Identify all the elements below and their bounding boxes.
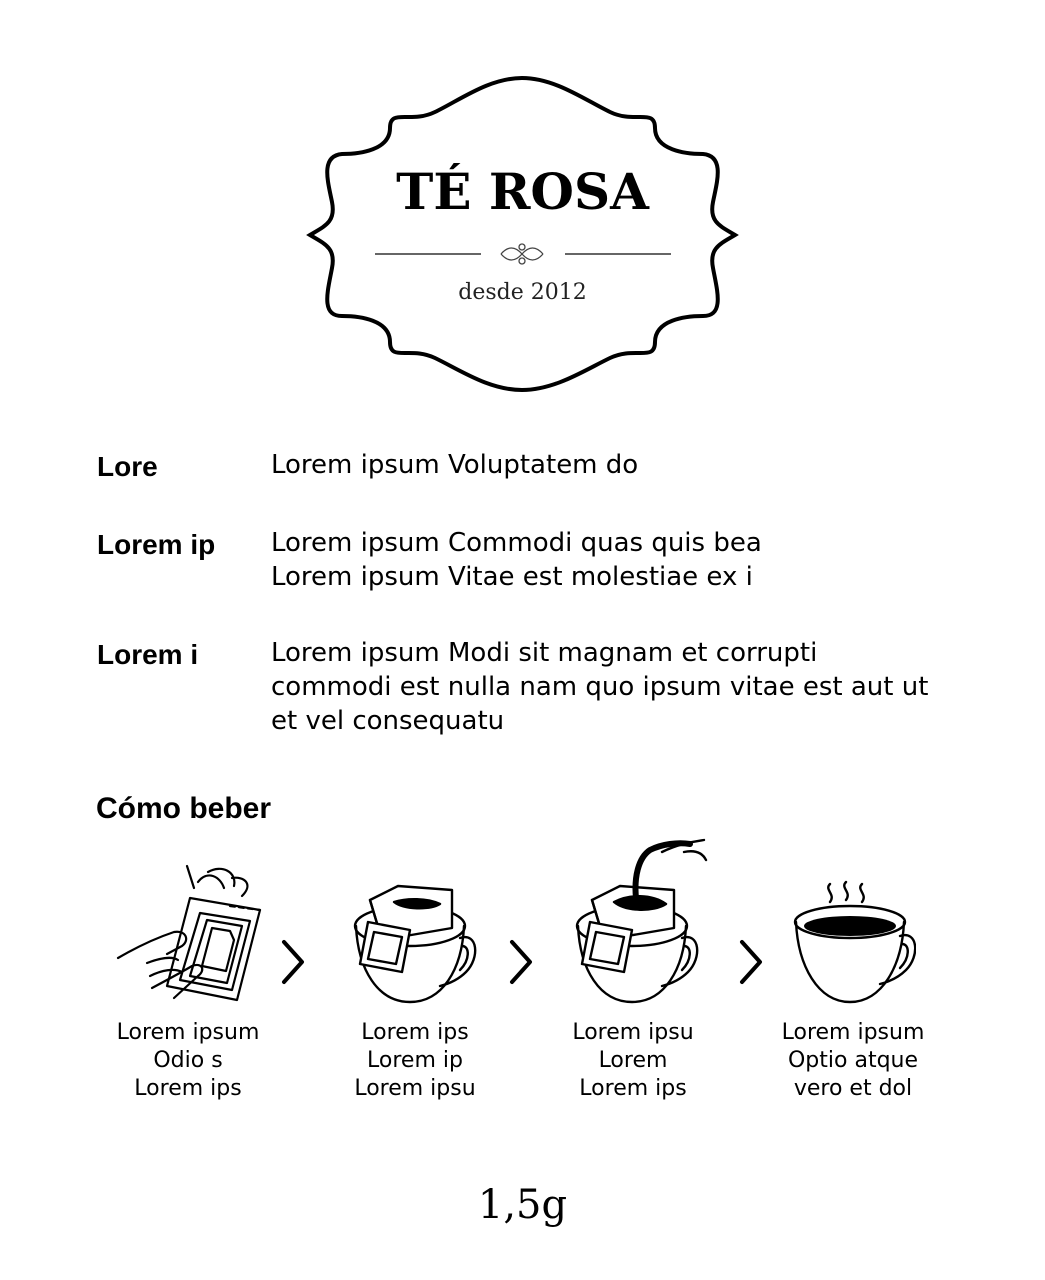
step-caption-line: Optio atque [787, 1048, 919, 1073]
brand-subtitle: desde 2012 [458, 280, 587, 305]
step-caption [315, 1019, 515, 1103]
info-line: Lorem ipsum Modi sit magnam et corrupti [271, 638, 818, 668]
hot-cup-icon [792, 880, 916, 1008]
info-value [271, 526, 762, 594]
info-label: Lore [97, 451, 158, 482]
step-caption-line: Lorem ips [134, 1076, 242, 1101]
filter-on-cup-icon [352, 880, 478, 1008]
brand-badge [305, 70, 740, 395]
info-value [271, 448, 638, 484]
step-caption-line: Lorem ipsu [572, 1020, 694, 1045]
step-caption-line: Lorem ips [579, 1076, 687, 1101]
step-caption-line: Lorem [598, 1048, 668, 1073]
info-label: Lorem ip [97, 529, 216, 560]
flourish-icon [501, 244, 543, 264]
info-label: Lorem i [97, 639, 199, 670]
info-line: Lorem ipsum Vitae est molestiae ex i [271, 562, 753, 592]
step-caption-line: Lorem ip [367, 1048, 463, 1073]
chevron-right-icon [508, 938, 534, 986]
chevron-right-icon [280, 938, 306, 986]
step-caption-line: Lorem ipsu [354, 1076, 476, 1101]
howto-title: Cómo beber [96, 792, 272, 825]
step-caption-line: Lorem ips [361, 1020, 469, 1045]
net-weight: 1,5g [477, 1182, 568, 1228]
info-line: Lorem ipsum Commodi quas quis bea [271, 528, 762, 558]
step-caption [88, 1019, 288, 1103]
step-caption-line: Odio s [153, 1048, 223, 1073]
step-caption-line: vero et dol [793, 1076, 913, 1101]
step-caption [533, 1019, 733, 1103]
info-value [271, 636, 928, 738]
info-line: commodi est nulla nam quo ipsum vitae est aut ut [271, 672, 929, 702]
chevron-right-icon [738, 938, 764, 986]
info-table [97, 448, 977, 738]
step-caption-line: Lorem ipsum [116, 1020, 260, 1045]
pour-water-icon [574, 838, 710, 1008]
info-row [97, 448, 977, 484]
scalloped-frame-icon [305, 70, 740, 395]
open-packet-icon [112, 858, 272, 1008]
info-row [97, 636, 977, 738]
info-line: et vel consequatu [271, 706, 505, 736]
info-line: Lorem ipsum Voluptatem do [271, 450, 639, 480]
info-row [97, 526, 977, 594]
step-caption-line: Lorem ipsum [781, 1020, 925, 1045]
brand-title: TÉ ROSA [396, 162, 649, 221]
step-caption [753, 1019, 953, 1103]
